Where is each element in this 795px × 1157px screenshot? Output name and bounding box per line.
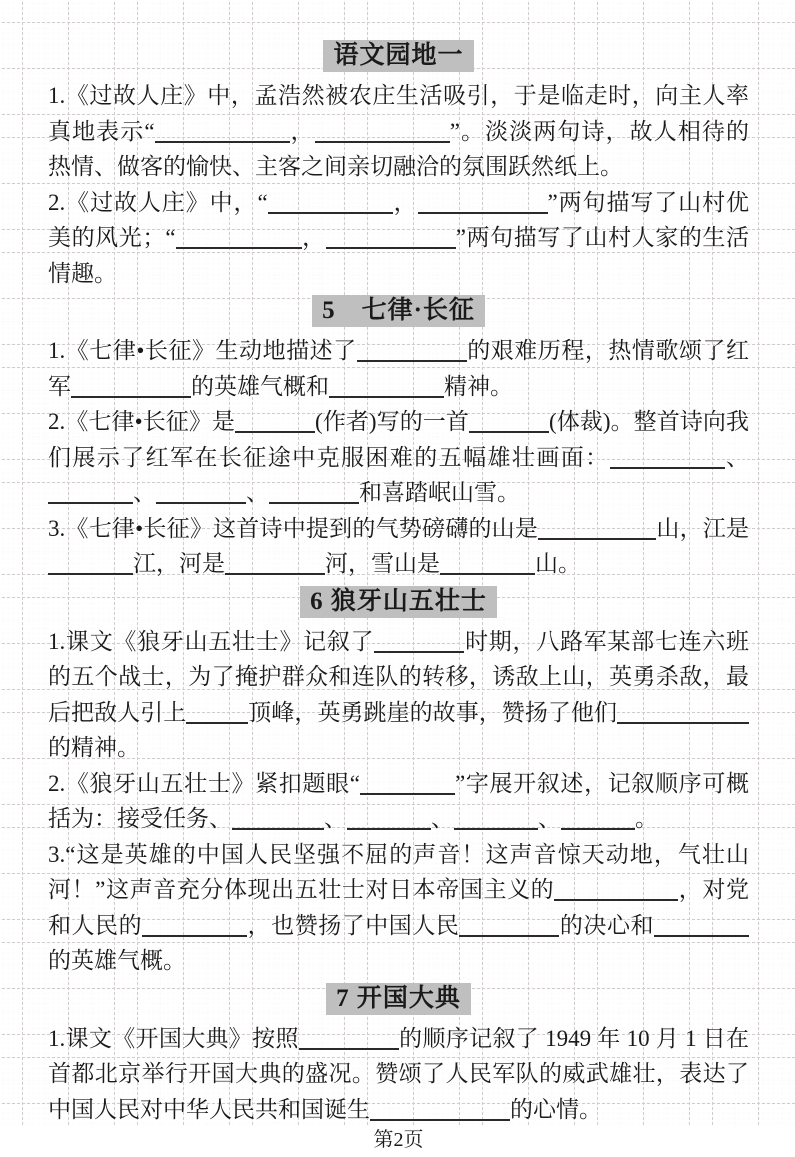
page-footer [48, 1127, 749, 1157]
fill-in-blank [347, 812, 431, 830]
section-heading [48, 982, 749, 1016]
question-fragment: 1.《过故人庄》中，孟浩然被农庄生活吸引，于是临走时，向主人率真地表示“ [48, 83, 749, 144]
section-heading [48, 585, 749, 619]
question-fragment: 河，雪山是 [325, 551, 440, 576]
fill-in-blank [268, 196, 393, 214]
question-fragment: ， [392, 189, 418, 215]
question-fragment: (作者)写的一首 [315, 409, 469, 434]
question-fragment: 山。 [535, 551, 581, 576]
fill-in-blank [48, 486, 133, 504]
worksheet-body [48, 36, 749, 1127]
fill-in-blank [610, 451, 725, 469]
question-fragment: ”。淡淡两句诗，故人相待的热情、做客的愉快、主客之间亲切融洽的氛围跃然纸上。 [48, 118, 750, 179]
question-fragment: 1.《七律•长征》生动地描述了 [48, 338, 357, 363]
question-text [48, 837, 749, 979]
question-text [48, 185, 749, 292]
worksheet-section [48, 585, 749, 979]
fill-in-blank [176, 231, 302, 249]
fill-in-blank [617, 706, 749, 724]
question-fragment: 的艰难历程，热情歌颂了红军 [48, 338, 750, 399]
fill-in-blank [654, 919, 749, 937]
question-text [48, 511, 749, 582]
section-heading [48, 294, 749, 328]
section-heading-label: 5 七律·长征 [312, 295, 485, 327]
fill-in-blank [454, 812, 538, 830]
question-fragment: 山，江是 [656, 515, 749, 541]
question-fragment: 、 [133, 480, 156, 505]
question-fragment: (体裁)。整首诗向我们展示了红军在长征途中克服困难的五幅雄壮画面： [48, 409, 749, 470]
question-fragment: ”两句描写了山村人家的生活情趣。 [48, 225, 750, 286]
fill-in-blank [315, 125, 450, 143]
question-fragment: 、 [724, 444, 750, 470]
fill-in-blank [374, 635, 464, 653]
page-number: 第2页 [373, 1129, 424, 1151]
question-fragment: ，对党和人民的 [48, 877, 749, 938]
question-text [48, 333, 749, 404]
question-fragment: 1.课文《狼牙山五壮士》记叙了 [48, 628, 375, 654]
fill-in-blank [357, 344, 467, 362]
question-fragment: 2.《七律•长征》是 [48, 409, 236, 434]
fill-in-blank [235, 415, 315, 433]
fill-in-blank [326, 231, 456, 249]
question-fragment: 和喜踏岷山雪。 [359, 480, 520, 505]
question-text [48, 78, 749, 185]
question-fragment: 时期，八路军某部七连六班的五个战士，为了掩护群众和连队的转移，诱敌上山，英勇杀敌，最后把敌人引上 [48, 628, 750, 725]
question-fragment: 3.《七律•长征》这首诗中提到的气势磅礴的山是 [48, 515, 539, 541]
fill-in-blank [232, 812, 324, 830]
question-text [48, 624, 749, 766]
question-fragment: ”两句描写了山村优美的风光；“ [48, 189, 749, 250]
fill-in-blank [269, 486, 359, 504]
question-fragment: ， [289, 118, 315, 144]
question-fragment: 的心情。 [510, 1096, 602, 1122]
fill-in-blank [440, 557, 535, 575]
fill-in-blank [71, 380, 191, 398]
question-fragment: 2.《过故人庄》中，“ [48, 189, 268, 215]
question-fragment: 、 [431, 806, 454, 831]
fill-in-blank [142, 919, 247, 937]
question-fragment: 江，河是 [133, 551, 225, 576]
worksheet-section [48, 294, 749, 582]
question-fragment: 2.《狼牙山五壮士》紧扣题眼“ [48, 770, 360, 796]
question-fragment: 3.“这是英雄的中国人民坚强不屈的声音！这声音惊天动地，气壮山河！”这声音充分体现出五壮士对日本帝国主义的 [48, 841, 749, 902]
worksheet-section [48, 39, 749, 291]
fill-in-blank [186, 706, 248, 724]
fill-in-blank [329, 380, 444, 398]
fill-in-blank [418, 196, 548, 214]
question-fragment: 的英雄气概。 [48, 948, 186, 973]
question-fragment: 的顺序记叙了 1949 年 10 月 1 日在首都北京举行开国大典的盛况。赞颂了人民军队的威武雄壮，表达了中国人民对中华人民共和国诞生 [48, 1025, 750, 1122]
section-heading-label: 语文园地一 [323, 40, 473, 72]
question-fragment: 精神。 [444, 373, 513, 399]
question-fragment: 的决心和 [559, 912, 655, 938]
question-fragment: 、 [538, 806, 561, 831]
fill-in-blank [554, 883, 678, 901]
question-fragment: 的精神。 [48, 735, 140, 760]
question-fragment: ，也赞扬了中国人民 [247, 912, 460, 938]
question-fragment: ”字展开叙述，记叙顺序可概括为：接受任务、 [48, 770, 749, 831]
section-heading-label: 7 开国大典 [326, 983, 471, 1015]
question-fragment: 。 [635, 806, 658, 831]
worksheet-section [48, 982, 749, 1128]
question-fragment: 的英雄气概和 [191, 373, 329, 399]
question-text [48, 404, 749, 511]
fill-in-blank [459, 919, 559, 937]
question-fragment: ， [301, 225, 326, 250]
question-fragment: 、 [246, 480, 269, 505]
fill-in-blank [299, 1032, 399, 1050]
question-text [48, 1021, 749, 1128]
question-fragment: 、 [324, 806, 347, 831]
section-heading-label: 6 狼牙山五壮士 [300, 586, 497, 618]
fill-in-blank [48, 557, 133, 575]
question-fragment: 顶峰，英勇跳崖的故事，赞扬了他们 [248, 699, 618, 725]
question-fragment: 1.课文《开国大典》按照 [48, 1025, 299, 1051]
question-text [48, 766, 749, 837]
fill-in-blank [370, 1103, 510, 1121]
fill-in-blank [156, 486, 246, 504]
fill-in-blank [538, 522, 656, 540]
fill-in-blank [360, 777, 455, 795]
fill-in-blank [561, 812, 635, 830]
section-heading [48, 39, 749, 73]
fill-in-blank [155, 125, 290, 143]
fill-in-blank [225, 557, 325, 575]
fill-in-blank [469, 415, 549, 433]
